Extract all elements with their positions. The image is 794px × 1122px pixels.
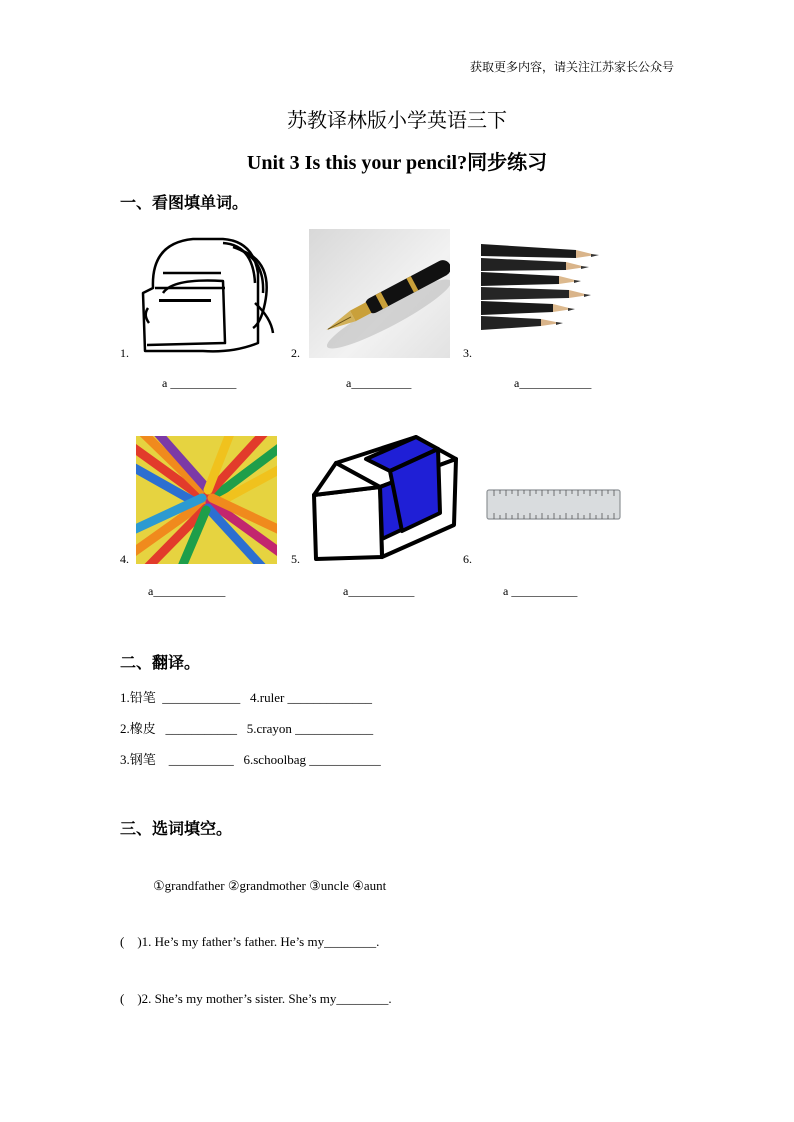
item5-blank[interactable]: a___________ bbox=[343, 584, 415, 598]
schoolbag-icon bbox=[133, 233, 278, 361]
page-subtitle: Unit 3 Is this your pencil?同步练习 bbox=[246, 152, 548, 174]
translate-row-1[interactable]: 1.铅笔 ____________ 4.ruler _____________ bbox=[120, 690, 373, 705]
item4-blank[interactable]: a____________ bbox=[148, 584, 226, 598]
item2-number: 2. bbox=[291, 346, 300, 360]
item5-number: 5. bbox=[291, 552, 300, 566]
item1-number: 1. bbox=[120, 346, 129, 360]
section2-heading: 二、翻译。 bbox=[120, 653, 201, 672]
item3-blank[interactable]: a____________ bbox=[514, 376, 592, 390]
section3-heading: 三、选词填空。 bbox=[120, 819, 233, 838]
ruler-icon bbox=[486, 489, 621, 520]
item1-blank[interactable]: a ___________ bbox=[162, 376, 237, 390]
eraser-icon bbox=[306, 433, 458, 565]
word-options: ①grandfather ②grandmother ③uncle ④aunt bbox=[153, 878, 387, 893]
item6-number: 6. bbox=[463, 552, 472, 566]
question-1[interactable]: ( )1. He’s my father’s father. He’s my________. bbox=[120, 934, 380, 949]
header-note: 获取更多内容，请关注江苏家长公众号 bbox=[470, 60, 675, 74]
item6-blank[interactable]: a ___________ bbox=[503, 584, 578, 598]
item3-number: 3. bbox=[463, 346, 472, 360]
item2-blank[interactable]: a__________ bbox=[346, 376, 412, 390]
translate-row-3[interactable]: 3.钢笔 __________ 6.schoolbag ___________ bbox=[120, 752, 381, 767]
item4-number: 4. bbox=[120, 552, 129, 566]
pencils-icon bbox=[481, 240, 611, 332]
page-title: 苏教译林版小学英语三下 bbox=[287, 108, 507, 132]
section1-heading: 一、看图填单词。 bbox=[120, 193, 249, 212]
crayons-icon bbox=[136, 436, 277, 564]
question-2[interactable]: ( )2. She’s my mother’s sister. She’s my________. bbox=[120, 991, 392, 1006]
pen-icon bbox=[309, 229, 450, 358]
translate-row-2[interactable]: 2.橡皮 ___________ 5.crayon ____________ bbox=[120, 721, 374, 736]
